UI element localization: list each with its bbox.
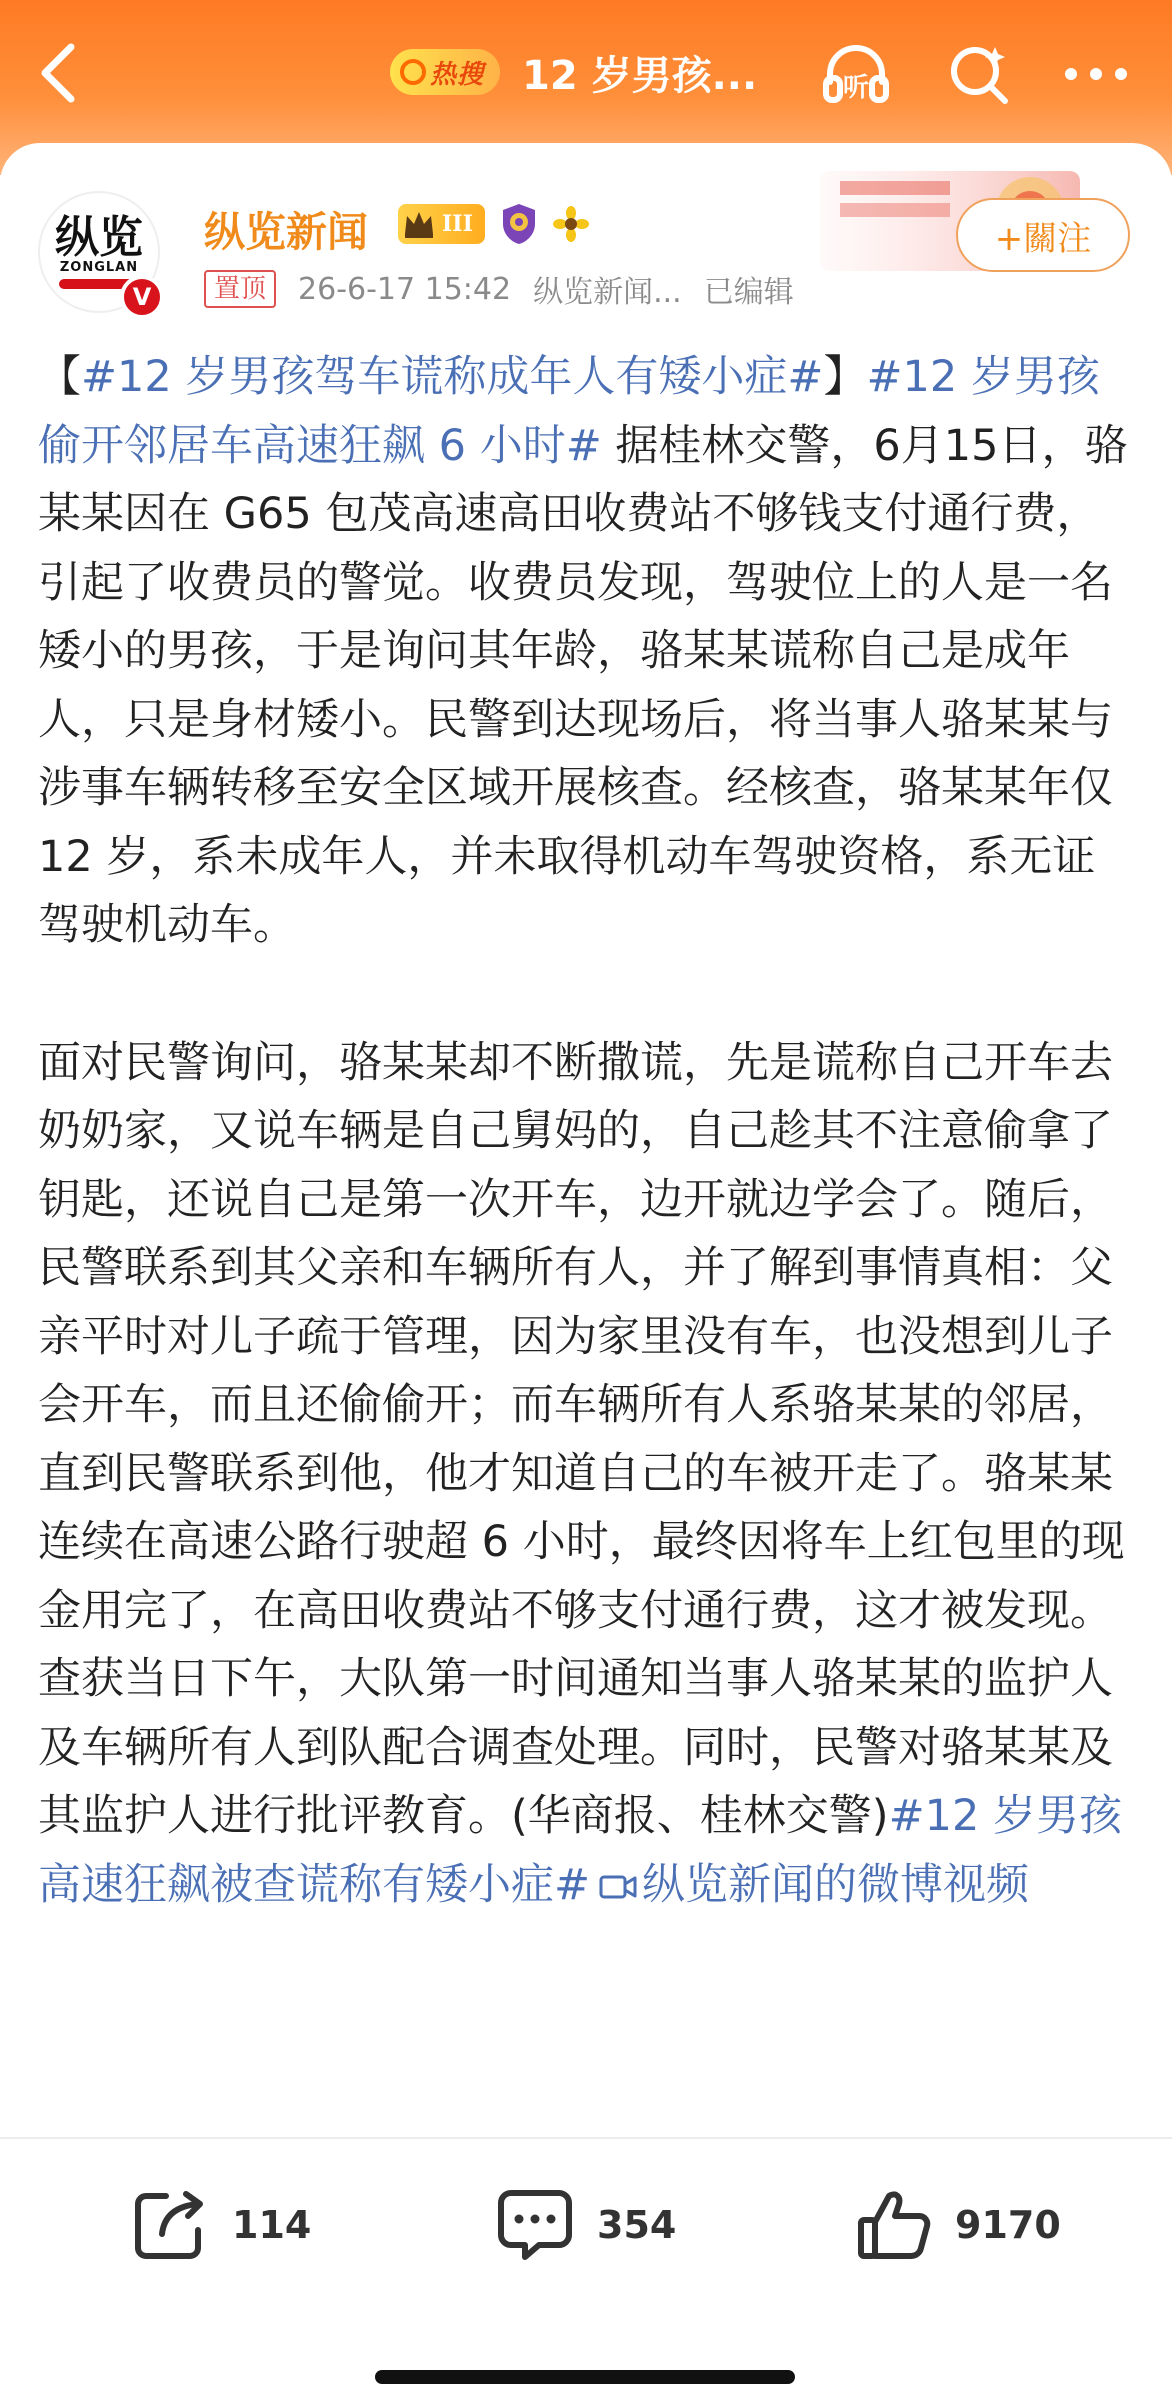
avatar-logo-en: ZONGLAN [59,259,139,275]
hashtag-link[interactable]: #12 岁男孩高速狂飙被查谎称有矮小症# [38,1791,1122,1910]
hashtag-link[interactable]: #12 岁男孩驾车谎称成年人有矮小症# [81,352,824,402]
author-badges [398,201,589,247]
paragraph-gap [38,960,1138,1029]
listen-headphones-icon [820,38,892,110]
post-paragraph-2 [38,1029,1138,1920]
crown-icon [402,208,436,240]
title-area[interactable] [390,42,757,102]
more-icon [1063,64,1129,84]
comment-icon [495,2187,575,2263]
sunflower-badge-icon[interactable] [553,206,589,242]
post-paragraph-1 [38,343,1138,960]
bracket-open: 【 [38,352,81,402]
like-count: 9170 [955,2203,1061,2247]
like-button[interactable] [855,2180,1061,2270]
bracket-close: 】 [823,352,867,402]
edited-label[interactable]: 已编辑 [703,275,794,310]
post-meta [204,269,794,309]
author-name[interactable]: 纵览新闻 [204,208,368,256]
comment-count: 354 [597,2203,677,2247]
post-card [0,143,1172,2405]
more-button[interactable] [1058,36,1134,112]
paragraph-text: 据桂林交警，6月15日，骆某某因在 G65 包茂高速高田收费站不够钱支付通行费，引起了收费员的警觉。收费员发现，驾驶位上的人是一名矮小的男孩，于是询问其年龄，骆某某谎称自己是成年人，只是身材矮小。民警到达现场后，将当事人骆某某与涉事车辆转移至安全区域开展核查。经核查，骆某某年仅 12 岁，系未成年人，并未取得机动车驾驶资格，系无证驾驶机动车。 [38,420,1128,950]
listen-label: 听 [842,73,870,103]
post-timestamp: 26-6-17 15:42 [298,271,512,307]
repost-button[interactable] [132,2180,311,2270]
comment-button[interactable] [495,2180,676,2270]
back-chevron-icon [37,41,77,105]
hashtag-link[interactable]: #12 岁男孩偷开邻居车高速狂飙 6 小时# [38,352,1100,471]
avatar-logo-text: 纵览 [55,211,143,263]
page-title: 12 岁男孩... [522,52,758,99]
hot-search-icon [400,59,426,85]
level-badge[interactable] [398,204,485,244]
back-button[interactable] [22,30,92,116]
home-indicator[interactable] [375,2370,795,2384]
search-button[interactable] [940,36,1016,112]
listen-button[interactable] [818,36,894,112]
post-source[interactable]: 纵览新闻... [533,275,682,310]
verified-badge: V [120,275,164,319]
level-badge-text: III [442,211,473,237]
video-link[interactable]: 纵览新闻的微博视频 [642,1859,1030,1910]
thumbs-up-icon [855,2188,933,2262]
video-camera-icon [598,1871,638,1903]
hot-search-label: 热搜 [430,59,485,90]
shield-badge-icon[interactable] [499,202,539,246]
follow-button[interactable] [956,198,1130,272]
follow-label: +關注 [994,218,1092,259]
paragraph-text: 面对民警询问，骆某某却不断撒谎，先是谎称自己开车去奶奶家，又说车辆是自己舅妈的，自己趁其不注意偷拿了钥匙，还说自己是第一次开车，边开就边学会了。随后，民警联系到其父亲和车辆所有人，并了解到事情真相：父亲平时对儿子疏于管理，因为家里没有车，也没想到儿子会开车，而且还偷偷开；而车辆所有人系骆某某的邻居，直到民警联系到他，他才知道自己的车被开走了。骆某某连续在高速公路行驶超 6 小时，最终因将车上红包里的现金用完了，在高田收费站不够支付通行费，这才被发现。查获当日下午，大队第一时间通知当事人骆某某的监护人及车辆所有人到队配合调查处理。同时，民警对骆某某及其监护人进行批评教育。(华商报、桂林交警) [38,1037,1125,1841]
post-content [38,343,1138,1919]
search-icon [945,41,1011,107]
hot-search-badge [390,49,500,95]
repost-count: 114 [232,2203,312,2247]
action-divider [0,2137,1172,2139]
pinned-tag: 置顶 [204,270,276,308]
repost-icon [132,2188,210,2262]
action-bar [0,2180,1172,2270]
